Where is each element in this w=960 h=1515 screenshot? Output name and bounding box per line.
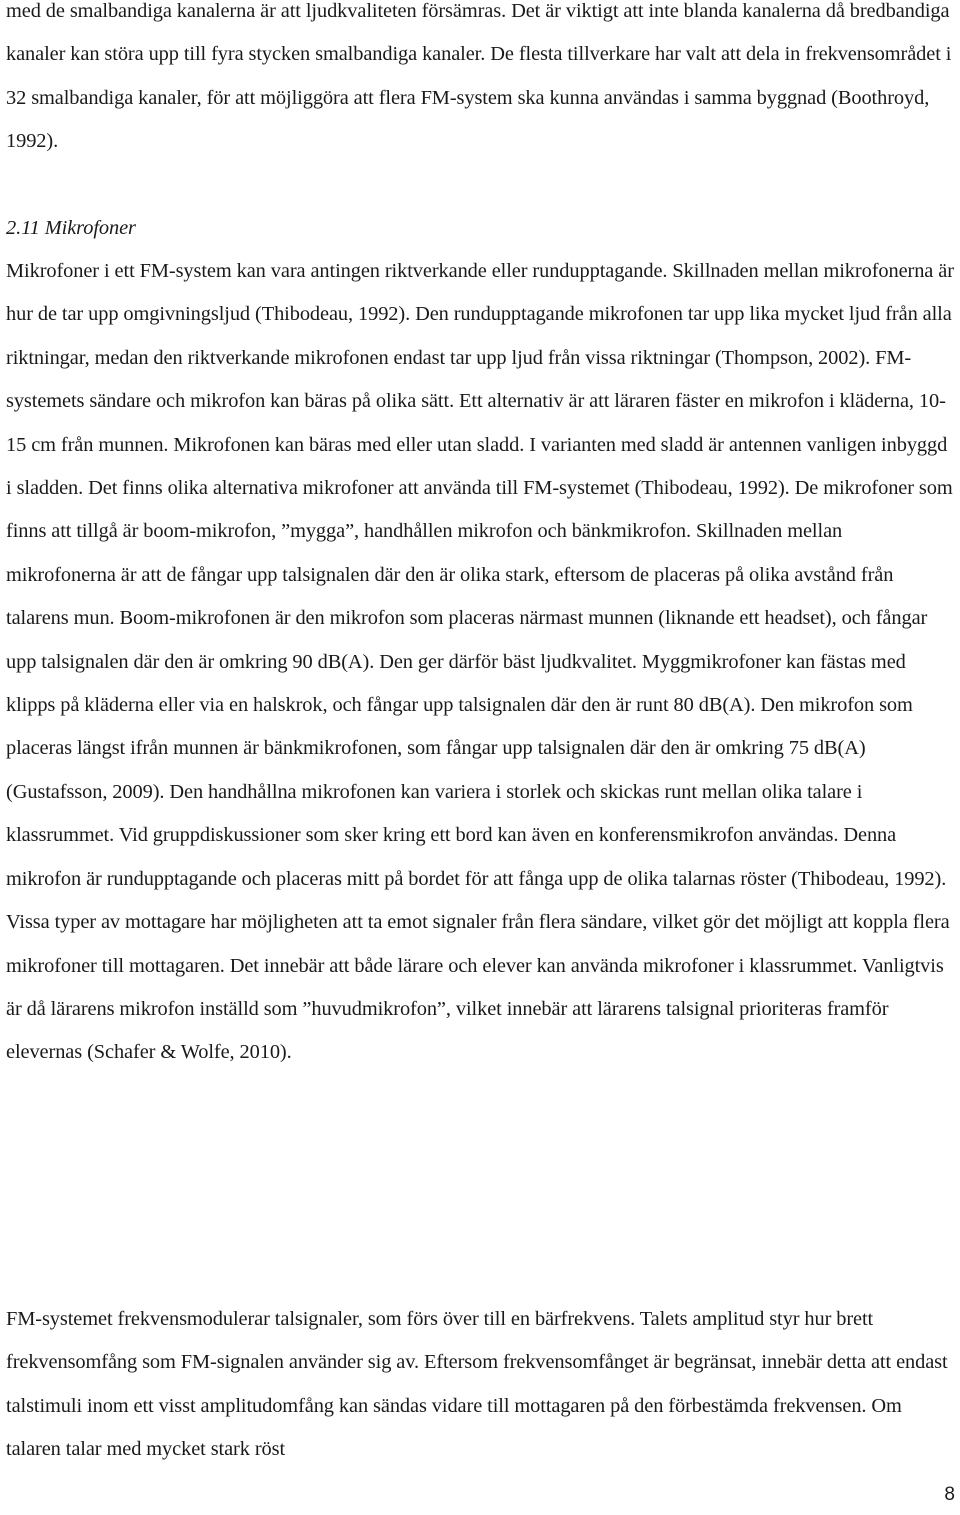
body-paragraph: FM-systemet frekvensmodulerar talsignaler, som förs över till en bärfrekvens. Talets amplitud styr hur brett frekvensomfång som FM-signalen använder sig av. Eftersom frekvensomfånget är begränsat, innebär detta att endast talstimuli inom ett visst amplitudomfång kan sändas vidare till mottagaren på den förbestämda frekvensen. Om talaren talar med mycket stark röst [6, 1308, 948, 1461]
body-paragraph: Mikrofoner i ett FM-system kan vara antingen riktverkande eller rundupptagande. Skillnaden mellan mikrofonerna är hur de tar upp omgivningsljud (Thibodeau, 1992). Den rundupptagande mikrofonen tar upp lika mycket ljud från alla riktningar, medan den riktverkande mikrofonen endast tar upp ljud från vissa riktningar (Thompson, 2002). FM-systemets sändare och mikrofon kan bäras på olika sätt. Ett alternativ är att läraren fäster en mikrofon i kläderna, 10-15 cm från munnen. Mikrofonen kan bäras med eller utan sladd. I varianten med sladd är antennen vanligen inbyggd i sladden. Det finns olika alternativa mikrofoner att använda till FM-systemet (Thibodeau, 1992). De mikrofoner som finns att tillgå är boom-mikrofon, ”mygga”, handhållen mikrofon och bänkmikrofon. Skillnaden mellan mikrofonerna är att de fångar upp talsignalen där den är olika stark, eftersom de placeras på olika avstånd från talarens mun. Boom-mikrofonen är den mikrofon som placeras närmast munnen (liknande ett headset), och fångar upp talsignalen där den är omkring 90 dB(A). Den ger därför bäst ljudkvalitet. Myggmikrofoner kan fästas med klipps på kläderna eller via en halskrok, och fångar upp talsignalen där den är runt 80 dB(A). Den mikrofon som placeras längst ifrån munnen är bänkmikrofonen, som fångar upp talsignalen där den är omkring 75 dB(A) (Gustafsson, 2009). Den handhållna mikrofonen kan variera i storlek och skickas runt mellan olika talare i klassrummet. Vid gruppdiskussioner som sker kring ett bord kan även en konferensmikrofon användas. Denna mikrofon är rundupptagande och placeras mitt på bordet för att fånga upp de olika talarnas röster (Thibodeau, 1992). Vissa typer av mottagare har möjligheten att ta emot signaler från flera sändare, vilket gör det möjligt att koppla flera mikrofoner till mottagaren. Det innebär att både lärare och elever kan använda mikrofoner i klassrummet. Vanligtvis är då lärarens mikrofon inställd som ”huvudmikrofon”, vilket innebär att lärarens talsignal prioriteras framför elevernas (Schafer & Wolfe, 2010). [6, 260, 954, 1064]
page-number: 8 [944, 1484, 955, 1505]
section-heading: 2.11 Mikrofoner [6, 217, 136, 239]
body-paragraph: med de smalbandiga kanalerna är att ljudkvaliteten försämras. Det är viktigt att inte blanda kanalerna då bredbandiga kanaler kan störa upp till fyra stycken smalbandiga kanaler. De flesta tillverkare har valt att dela in frekvensområdet i 32 smalbandiga kanaler, för att möjliggöra att flera FM-system ska kunna användas i samma byggnad (Boothroyd, 1992). [6, 0, 952, 153]
